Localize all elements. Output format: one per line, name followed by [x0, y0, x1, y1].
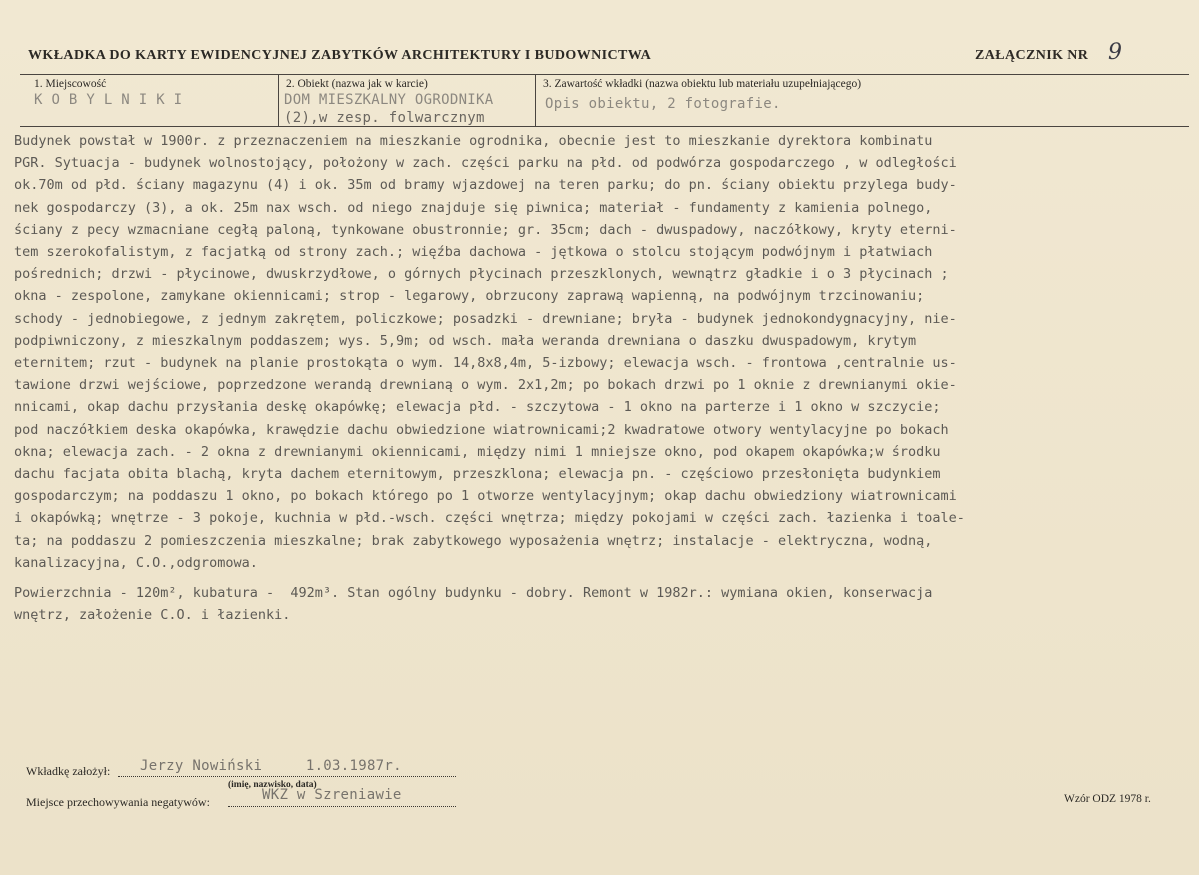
field-divider-1 — [278, 74, 279, 126]
created-by-hint: (imię, nazwisko, data) — [228, 780, 317, 790]
object-label: 2. Obiekt (nazwa jak w karcie) — [286, 78, 428, 90]
header-bottom-rule — [20, 126, 1189, 127]
summary-line: wnętrz, założenie C.O. i łazienki. — [14, 607, 291, 624]
description-line: PGR. Sytuacja - budynek wolnostojący, położony w zach. części parku na płd. od podwórza gospodarczego , w odległości — [14, 155, 957, 172]
description-line: pod naczółkiem deska okapówka, krawędzie dachu obwiedzione wiatrownicami;2 kwadratowe otwory wentylacyjne po bokach — [14, 421, 949, 438]
description-line: nnicami, okap dachu przysłania deskę okapówkę; elewacja płd. - szczytowa - 1 okno na parterze i 1 okno w szczycie; — [14, 399, 941, 416]
object-value-line-1: DOM MIESZKALNY OGRODNIKA — [284, 92, 494, 108]
description-line: dachu facjata obita blachą, kryta dachem eternitowym, przeszklona; elewacja pn. - częściowo przesłonięta budynkiem — [14, 466, 941, 483]
created-by-label: Wkładkę założył: — [26, 764, 111, 778]
description-line: Budynek powstał w 1900r. z przeznaczeniem na mieszkanie ogrodnika, obecnie jest to mieszkanie dyrektora kombinatu — [14, 133, 933, 149]
locality-value: K O B Y L N I K I — [34, 92, 183, 108]
form-template-note: Wzór ODZ 1978 r. — [1064, 793, 1151, 805]
description-line: okna - zespolone, zamykane okiennicami; strop - legarowy, obrzucony zaprawą wapienną, na podwójnym trzcinowaniu; — [14, 288, 925, 305]
negatives-location-value: WKZ w Szreniawie — [262, 787, 402, 803]
content-label: 3. Zawartość wkładki (nazwa obiektu lub materiału uzupełniającego) — [543, 78, 862, 90]
description-line: tem szerokofalistym, z facjatką od strony zach.; więźba dachowa - jętkowa o stolcu stojącym podwójnym i płatwiach — [14, 244, 933, 261]
locality-label: 1. Miejscowość — [34, 78, 107, 90]
form-title: WKŁADKA DO KARTY EWIDENCYJNEJ ZABYTKÓW ARCHITEKTURY I BUDOWNICTWA — [28, 48, 652, 63]
content-value: Opis obiektu, 2 fotografie. — [545, 96, 781, 112]
field-divider-2 — [535, 74, 536, 126]
object-value-line-2: (2),w zesp. folwarcznym — [284, 110, 485, 126]
object-description — [14, 130, 1194, 626]
description-line: gospodarczym; na poddaszu 1 okno, po bokach którego po 1 otworze wentylacyjnym; okap dachu obwiedziony wiatrownicami — [14, 488, 957, 505]
description-line: tawione drzwi wejściowe, poprzedzone werandą drewnianą o wym. 2x1,2m; po bokach drzwi po 1 oknie z drewnianymi okie- — [14, 377, 957, 394]
description-line: okna; elewacja zach. - 2 okna z drewnianymi okiennicami, między nimi 1 mniejsze okno, pod okapem okapówka;w środku — [14, 443, 941, 460]
description-line: eternitem; rzut - budynek na planie prostokąta o wym. 14,8x8,4m, 5-izbowy; elewacja wsch. - frontowa ,centralnie us- — [14, 355, 957, 372]
description-line: schody - jednobiegowe, z jednym zakrętem, policzkowe; posadzki - drewniane; bryła - budynek jednokondygnacyjny, nie- — [14, 310, 957, 327]
summary-line: Powierzchnia - 120m², kubatura - 492m³. Stan ogólny budynku - dobry. Remont w 1982r.: wymiana okien, konserwacja — [14, 585, 933, 602]
description-line: i okapówką; wnętrze - 3 pokoje, kuchnia w płd.-wsch. części wnętrza; między pokojami w części zach. łazienka i toale- — [14, 510, 965, 527]
description-line: pośrednich; drzwi - płycinowe, dwuskrzydłowe, o górnych płycinach przeszklonych, wewnątrz gładkie i o 3 płycinach ; — [14, 266, 949, 283]
description-line: kanalizacyjna, C.O.,odgromowa. — [14, 554, 258, 571]
description-line: ok.70m od płd. ściany magazynu (4) i ok. 35m od bramy wjazdowej na teren parku; do pn. ściany obiektu przylega budy- — [14, 177, 957, 194]
header-top-rule — [20, 74, 1189, 75]
attachment-number-label: ZAŁĄCZNIK NR — [975, 48, 1089, 63]
description-line: nek gospodarczy (3), a ok. 25m nax wsch. od niego znajduje się piwnica; materiał - fundamenty z kamienia polnego, — [14, 199, 933, 216]
description-line: podpiwniczony, z mieszkalnym poddaszem; wys. 5,9m; od wsch. mała weranda drewniana o daszku dwuspadowym, krytym — [14, 332, 917, 349]
created-by-value: Jerzy Nowiński 1.03.1987r. — [140, 758, 402, 774]
created-by-line — [118, 776, 456, 777]
attachment-number-value: 9 — [1108, 40, 1122, 65]
negatives-location-label: Miejsce przechowywania negatywów: — [26, 795, 210, 809]
description-line: ta; na poddaszu 2 pomieszczenia mieszkalne; brak zabytkowego wyposażenia wnętrz; instalacje - elektryczna, wodną, — [14, 532, 933, 549]
description-line: ściany z pecy wzmacniane cegłą paloną, tynkowane obustronnie; gr. 35cm; dach - dwuspadowy, naczółkowy, kryty eterni- — [14, 221, 957, 238]
negatives-location-line — [228, 806, 456, 807]
